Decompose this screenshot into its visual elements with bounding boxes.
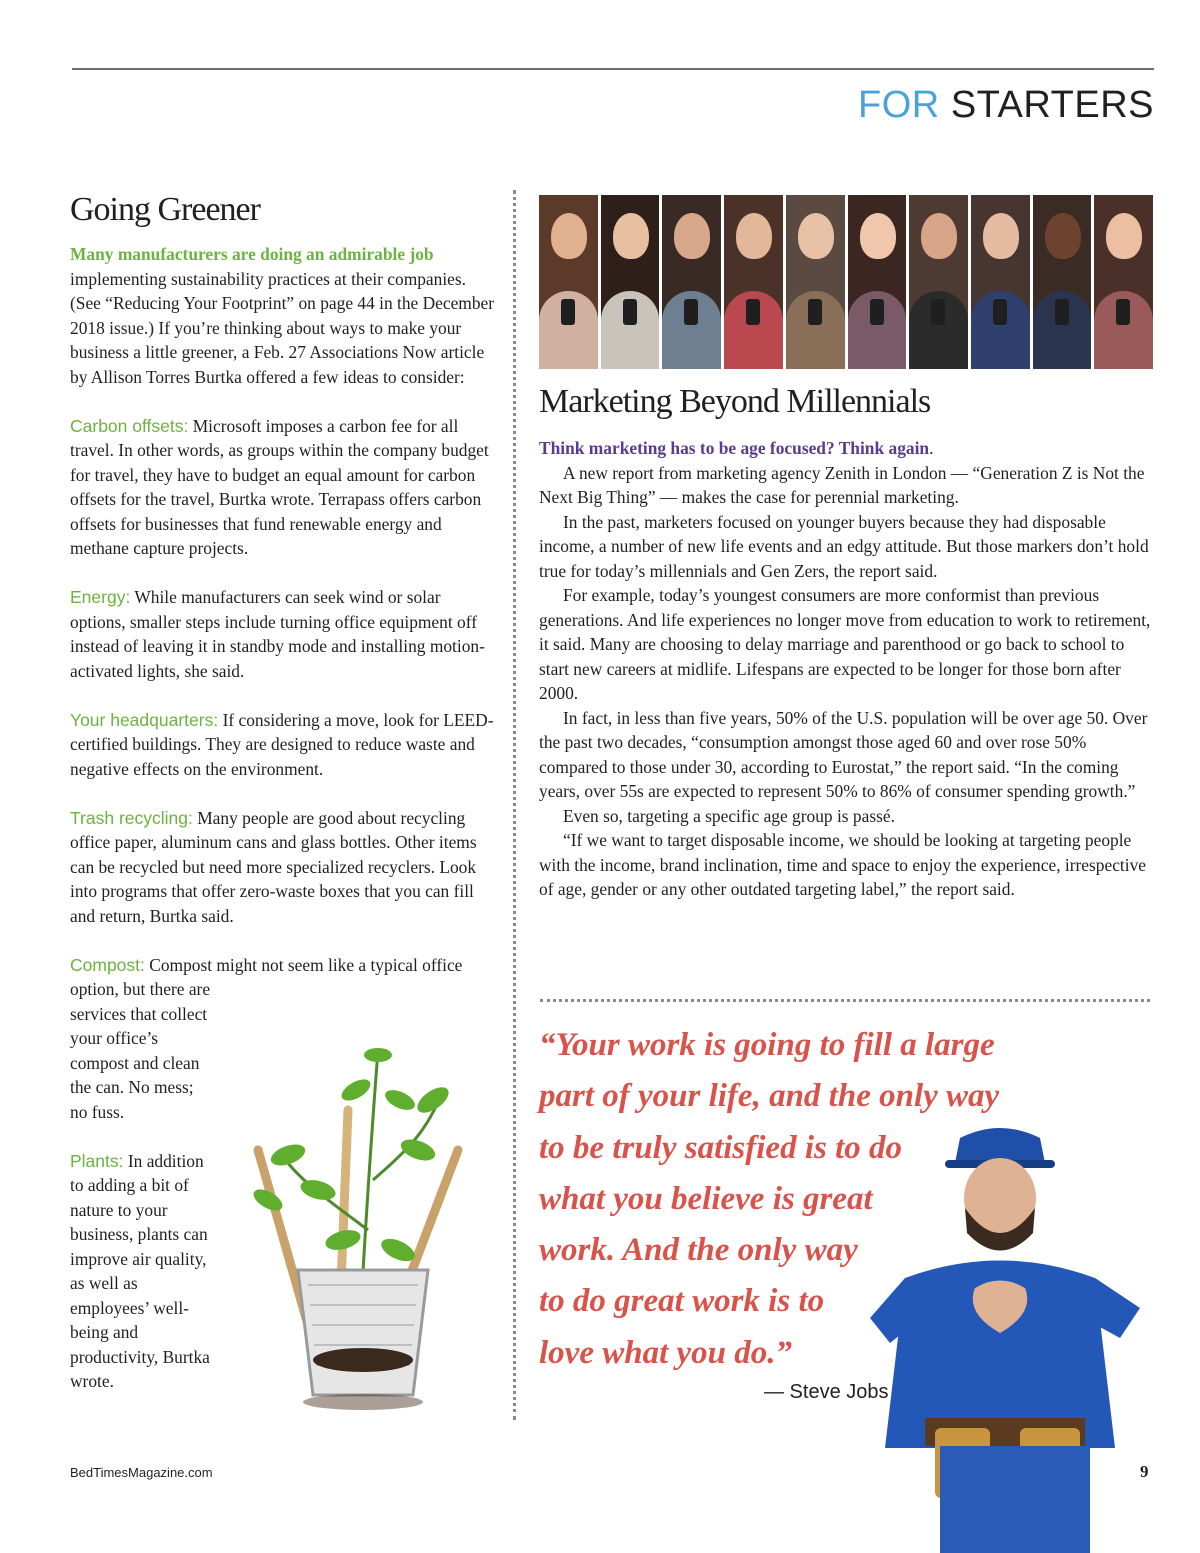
pull-quote bbox=[539, 1020, 1099, 1379]
tip-text: Many people are good about recycling office paper, aluminum cans and glass bottles. Other items can be recycled but need more specialized recyclers. Look into programs that offer zero-waste boxes that you can fill and return, Burtka said. bbox=[70, 807, 477, 926]
quote-line: to do great work is to bbox=[539, 1283, 825, 1320]
body-paragraph: In fact, in less than five years, 50% of the U.S. population will be over age 50. Over the past two decades, “consumption amongst those aged 60 and over rose 50% compared to those under 30, according to Eurostat,” the report said. “In the coming years, over 55s are expected to represent 50% to 86% of consumer spending growth.” bbox=[539, 707, 1148, 801]
photo-panel bbox=[1033, 195, 1092, 369]
lead-paragraph: Think marketing has to be age focused? Think again. bbox=[539, 438, 934, 458]
tip-text: option, but there are services that collect your office’s compost and clean the can. No mess; no fuss. bbox=[70, 979, 211, 1122]
photo-panel bbox=[909, 195, 968, 369]
footer-site-name: BedTimesMagazine.com bbox=[70, 1465, 213, 1480]
article-title: Going Greener bbox=[70, 191, 260, 228]
section-label-b: STARTERS bbox=[950, 84, 1154, 126]
tip-text: Microsoft imposes a carbon fee for all travel. In other words, as groups within the company budget for travel, they have to budget an equal amount for carbon offsets for the travel, Burtka wrote. Terrapass offers carbon offsets for businesses that fund renewable energy and methane capture projects. bbox=[70, 415, 489, 558]
tip-keyword: Compost: bbox=[70, 954, 145, 975]
body-paragraph: “If we want to target disposable income, we should be looking at targeting people with the income, brand inclination, time and space to enjoy the experience, irrespective of age, gender or any other outdated targeting label,” the report said. bbox=[539, 830, 1146, 899]
lead-in: Many manufacturers are doing an admirable job bbox=[70, 244, 434, 264]
body-paragraph: For example, today’s youngest consumers are more conformist than previous generations. And life experiences no longer move from education to work to retirement, it said. Many are choosing to delay marriage and parenthood or go back to school to start new careers at midlife. Lifespans are expected to be longer for those born after 2000. bbox=[539, 585, 1151, 703]
tip-text: In addition to adding a bit of nature to your business, plants can improve air quality, as well as employees’ well-being and productivity, Burtka wrote. bbox=[70, 1150, 210, 1391]
tip-text: While manufacturers can seek wind or solar options, smaller steps include turning office equipment off instead of leaving it in standby mode and installing motion-activated lights, she said. bbox=[70, 587, 485, 681]
photo-panel bbox=[724, 195, 783, 369]
section-label-a: FOR bbox=[858, 84, 940, 126]
quote-line: to be truly satisfied is to do bbox=[539, 1129, 902, 1166]
tip-keyword: Energy: bbox=[70, 587, 131, 607]
marketing-article bbox=[539, 382, 1151, 902]
body-paragraph: Even so, targeting a specific age group is passé. bbox=[563, 805, 895, 826]
photo-panel bbox=[1094, 195, 1153, 369]
photo-panel bbox=[971, 195, 1030, 369]
intro-paragraph bbox=[70, 242, 498, 389]
tip-keyword: Trash recycling: bbox=[70, 807, 193, 828]
top-rule bbox=[72, 68, 1154, 70]
tip-text: Compost might not seem like a typical office bbox=[149, 954, 463, 975]
plant-pencil-cup-illustration bbox=[228, 1030, 498, 1430]
quote-attribution: — Steve Jobs bbox=[764, 1381, 889, 1403]
tip-paragraph-wrap bbox=[70, 977, 212, 1124]
article-title: Marketing Beyond Millennials bbox=[539, 383, 931, 420]
tip-text: If considering a move, look for LEED-certified buildings. They are designed to reduce waste and negative effects on the environment. bbox=[70, 709, 494, 779]
intro-text: implementing sustainability practices at their companies. (See “Reducing Your Footprint” on page 44 in the December 2018 issue.) If you’re thinking about ways to make your business a little greener, a Feb. 27 Associations Now article by Allison Torres Burtka offered a few ideas to consider: bbox=[70, 268, 495, 387]
tip-keyword: Your headquarters: bbox=[70, 709, 219, 730]
body-paragraph: In the past, marketers focused on younger buyers because they had disposable income, a number of new life events and an edgy attitude. But those markers don’t hold true for today’s millennials and Gen Zers, the report said. bbox=[539, 511, 1149, 581]
quote-line: part of your life, and the only way bbox=[539, 1078, 1000, 1115]
column-divider bbox=[513, 190, 516, 1420]
tip-paragraph bbox=[70, 585, 498, 683]
tip-paragraph bbox=[70, 806, 498, 929]
photo-panel bbox=[539, 195, 598, 369]
people-with-phones-photo bbox=[539, 195, 1153, 369]
tip-paragraph bbox=[70, 953, 498, 978]
quote-line: love what you do.” bbox=[539, 1334, 792, 1371]
tip-paragraph bbox=[70, 708, 498, 782]
quote-line: work. And the only way bbox=[539, 1232, 858, 1269]
body-paragraph: A new report from marketing agency Zenith in London — “Generation Z is Not the Next Big Thing” — makes the case for perennial marketing. bbox=[539, 462, 1145, 507]
quote-line: “Your work is going to fill a large bbox=[539, 1027, 995, 1063]
photo-panel bbox=[662, 195, 721, 369]
section-header bbox=[858, 84, 1154, 127]
photo-panel bbox=[601, 195, 660, 369]
tip-keyword: Carbon offsets: bbox=[70, 415, 189, 436]
quote-divider bbox=[540, 999, 1150, 1002]
photo-panel bbox=[786, 195, 845, 369]
lead-in: Think marketing has to be age focused? Think again bbox=[539, 438, 930, 458]
page-number: 9 bbox=[1140, 1462, 1149, 1481]
photo-panel bbox=[848, 195, 907, 369]
quote-line: what you believe is great bbox=[539, 1180, 873, 1217]
tip-paragraph bbox=[70, 414, 498, 561]
tip-paragraph bbox=[70, 1149, 216, 1394]
tip-keyword: Plants: bbox=[70, 1150, 124, 1171]
